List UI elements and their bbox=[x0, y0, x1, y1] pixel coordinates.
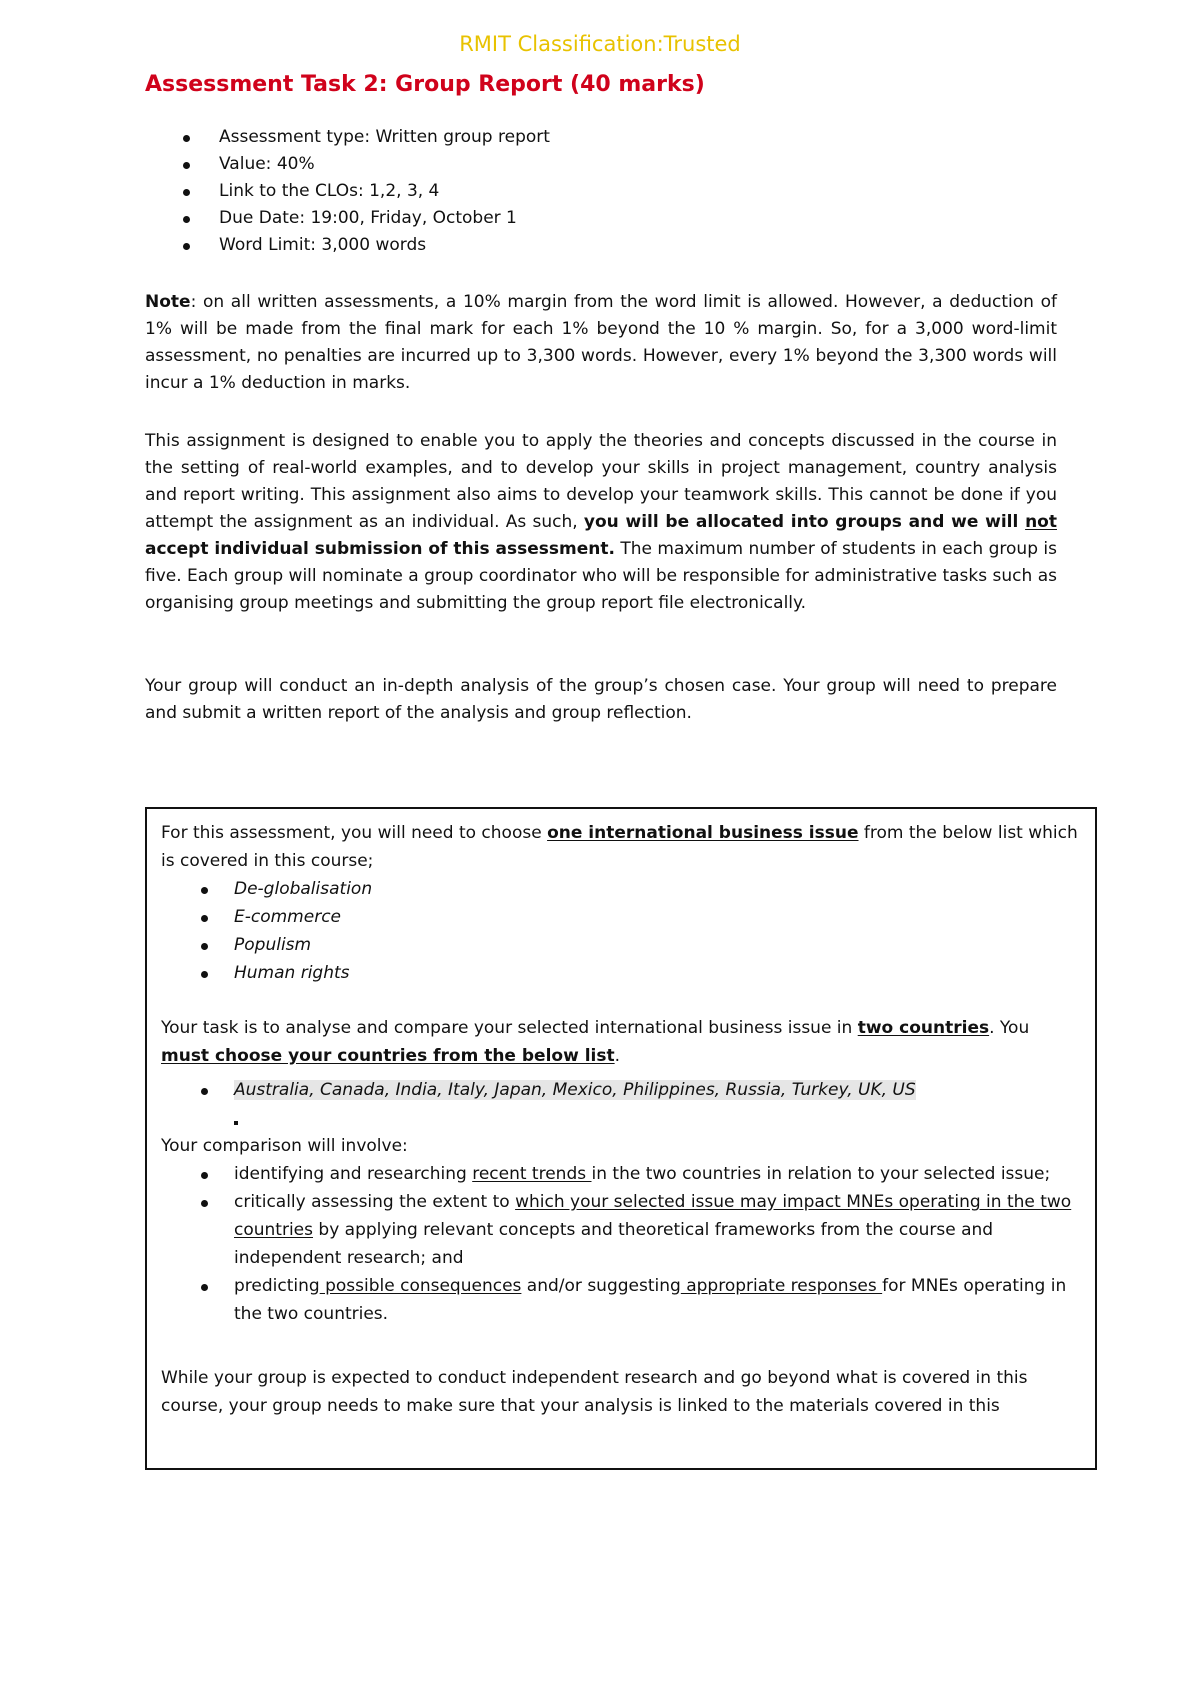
purpose-text: This assignment is designed to enable you to apply the theories and concepts discussed in the course in the setting of real-world examples, and to develop your skills in project management, country analysis and report writing. This assignment also aims to develop your teamwork skills. This cannot be done if you attempt the assignment as an individual. As such, bbox=[145, 431, 1057, 532]
empty-bullet bbox=[234, 1104, 1081, 1132]
list-item: Populism bbox=[161, 931, 1081, 959]
note-text: : on all written assessments, a 10% margin from the word limit is allowed. However, a deduction of 1% will be made from the final mark for each 1% beyond the 10 % margin. So, for a 3,000 word-limit assessment, no penalties are incurred up to 3,300 words. However, every 1% beyond the 3,300 words will incur a 1% deduction in marks. bbox=[145, 292, 1057, 393]
list-item: Link to the CLOs: 1,2, 3, 4 bbox=[183, 178, 550, 205]
list-item: identifying and researching recent trends in the two countries in relation to your selected issue; bbox=[161, 1160, 1081, 1188]
word-limit-note bbox=[145, 289, 1057, 397]
task-description: Your task is to analyse and compare your selected international business issue in two countries. You must choose your countries from the below list. bbox=[161, 1018, 1030, 1066]
comparison-intro: Your comparison will involve: bbox=[161, 1136, 408, 1156]
list-item: critically assessing the extent to which your selected issue may impact MNEs operating in the two countries by applying relevant concepts and theoretical frameworks from the course and independent research; and bbox=[161, 1188, 1081, 1272]
page-title: Assessment Task 2: Group Report (40 marks) bbox=[145, 72, 705, 97]
list-item bbox=[161, 1076, 1081, 1104]
issues-list bbox=[161, 875, 1081, 987]
list-item: De-globalisation bbox=[161, 875, 1081, 903]
countries-text: Australia, Canada, India, Italy, Japan, Mexico, Philippines, Russia, Turkey, UK, US bbox=[234, 1080, 916, 1100]
classification-label: RMIT Classification:Trusted bbox=[459, 32, 741, 56]
list-item: E-commerce bbox=[161, 903, 1081, 931]
list-item: Value: 40% bbox=[183, 151, 550, 178]
purpose-text-2: The maximum number of students in each group is five. Each group will nominate a group coordinator who will be responsible for administrative tasks such as organising group meetings and submitting the group report file electronically. bbox=[145, 539, 1057, 613]
purpose-paragraph bbox=[145, 428, 1057, 617]
comparison-list bbox=[161, 1160, 1081, 1328]
list-item: Assessment type: Written group report bbox=[183, 124, 550, 151]
list-item: Word Limit: 3,000 words bbox=[183, 232, 550, 259]
purpose-bold: you will be allocated into groups and we will not accept individual submission of this assessment. bbox=[145, 512, 1057, 559]
list-item: predicting possible consequences and/or suggesting appropriate responses for MNEs operating in the two countries. bbox=[161, 1272, 1081, 1328]
assessment-summary-list bbox=[183, 124, 550, 259]
box-intro: For this assessment, you will need to choose one international business issue from the below list which is covered in this course; bbox=[161, 823, 1078, 871]
task-instructions-box bbox=[145, 807, 1097, 1470]
closing-text: While your group is expected to conduct independent research and go beyond what is covered in this course, your group needs to make sure that your analysis is linked to the materials covered in this bbox=[161, 1368, 1028, 1416]
list-item: Human rights bbox=[161, 959, 1081, 987]
note-label: Note bbox=[145, 292, 191, 312]
list-item: Due Date: 19:00, Friday, October 1 bbox=[183, 205, 550, 232]
analysis-paragraph: Your group will conduct an in-depth analysis of the group’s chosen case. Your group will need to prepare and submit a written report of the analysis and group reflection. bbox=[145, 676, 1057, 723]
countries-list bbox=[161, 1076, 1081, 1104]
